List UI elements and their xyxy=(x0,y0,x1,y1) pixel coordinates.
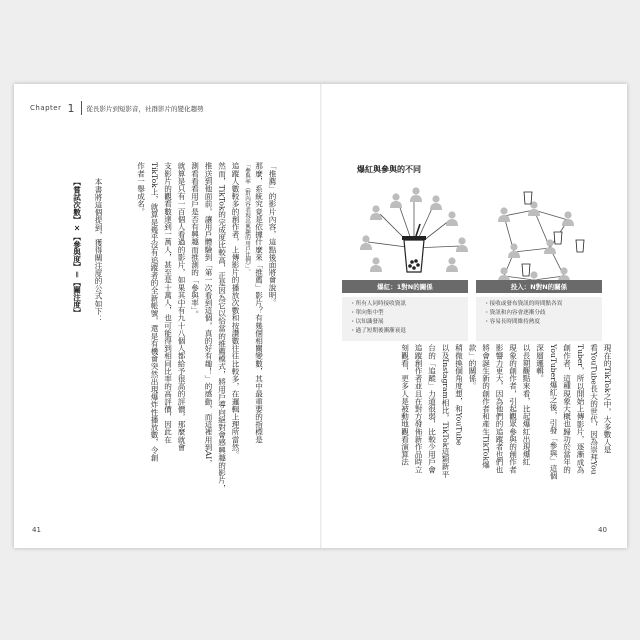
body-line: 現象的創作者，引起觀眾參與的創作者 xyxy=(508,344,518,474)
body-line: 推送到他面前，讓用戶體驗到「第一次看到這個，真的好有趣！」的感動，而這裡用到AI， xyxy=(204,162,213,467)
chapter-title: 從長影片到短影音，社群影片的變化趨勢 xyxy=(86,104,204,113)
body-line: 以長期觀點來看，比起爆紅出現爆紅 xyxy=(522,344,531,466)
right-page-number: 40 xyxy=(598,526,607,534)
body-line: YouTuber爆紅之後，引發「參與」這個 xyxy=(549,344,558,480)
left-page-body xyxy=(134,162,279,492)
chapter-divider xyxy=(81,101,82,115)
body-line: 就算是只有一百個人看過的影片，如果其中有九十八個人都給予很高的評價，那麼就會 xyxy=(177,162,186,451)
bullet-item: ・以知識發展 xyxy=(350,319,384,325)
body-line: 深層邏輯。 xyxy=(535,344,545,382)
bullet-item: ・過了短期後漸漸衰退 xyxy=(350,328,406,334)
body-line: 支影片的觀看數達到一萬人，甚至是十萬人，也可能得到相同比率的高評價，因此在 xyxy=(163,162,173,444)
formula xyxy=(70,178,84,378)
body-line: 創作者，這種現象大概也歸功於當年的 xyxy=(562,344,572,474)
book-spread xyxy=(14,84,627,548)
formula-result: 【關注度】 xyxy=(72,278,82,317)
body-line: 追蹤人數較多的創作者，上傳影片的播放次數和按讚數往往比較多，在邏輯上理所當然。 xyxy=(231,162,240,459)
bullet-item: ・接收或發布資訊的時間點各異 xyxy=(484,301,563,307)
body-line: 款」的關係。 xyxy=(468,344,477,390)
chapter-header xyxy=(30,100,204,116)
formula-block xyxy=(70,178,105,378)
body-line: 刻觀看，更多人是被動地觀看演算法 xyxy=(400,344,410,466)
bullet-item: ・單向集中型 xyxy=(350,310,384,316)
body-line: 看YouTube長大的世代，因為崇拜You xyxy=(589,344,599,475)
body-line: 台的「追蹤」力道很弱，比較少用戶會 xyxy=(427,344,437,474)
formula-term-attempts: 【嘗試次數】 xyxy=(72,178,82,224)
broadcast-label: 爆紅：1對N的關係 xyxy=(342,280,468,293)
body-line: 然而，TikTok的完成度比較高，正是因為它以恰當的推薦模式，將用戶導向絕對會感興趣的影片， xyxy=(217,162,227,492)
broadcast-bullets xyxy=(342,297,468,341)
broadcast-diagram xyxy=(360,187,468,272)
bullet-item: ・容易長時間維持熱度 xyxy=(484,319,540,325)
formula-term-engagement: 【參與度】 xyxy=(72,232,82,271)
network-bullets xyxy=(476,297,602,341)
bullet-item: ・所有人同時接收資訊 xyxy=(350,301,406,307)
body-line: Tuber，所以開始上傳影片，逐漸成為 xyxy=(576,344,585,474)
formula-times: × xyxy=(72,223,82,233)
body-line: 稍微換個角度想，和YouTube xyxy=(454,344,464,446)
body-line: 測看看看用戶是否有興趣而推測的「參與率」。 xyxy=(190,162,200,318)
figure-illustration xyxy=(354,176,594,316)
body-line: 影響力更大，因為他們的追蹤者也們也 xyxy=(495,344,504,474)
chapter-number: 1 xyxy=(67,101,75,115)
bullet-item: ・資訊和內容會逐漸分歧 xyxy=(484,310,546,316)
left-page-number: 41 xyxy=(32,526,41,534)
network-diagram xyxy=(498,192,584,286)
body-line: 「推薦」的影片內容，這點後面將會說明。 xyxy=(268,162,277,307)
body-line: 現在的TikTok之中，大多數人是 xyxy=(603,344,612,454)
network-label: 投入：N對N的關係 xyxy=(476,280,602,293)
book-spine xyxy=(320,84,322,548)
chapter-word: Chapter xyxy=(30,104,62,112)
body-line: 將會誕生新的創作者和產生TikTok爆 xyxy=(481,344,491,469)
right-page-body xyxy=(398,344,614,518)
formula-intro: 本書將這個提到，獲得關注度的公式如下： xyxy=(94,178,103,323)
body-line: 「參與率（對內容表現出興趣的用戶比例）」。 xyxy=(244,162,250,274)
formula-equals: ＝ xyxy=(72,270,82,279)
figure-title: 爆紅與參與的不同 xyxy=(357,165,421,174)
body-line: TikTok上，就算是幾乎沒有追蹤者的全新帳號，還是有機會突然出現爆炸性播放數，令創 xyxy=(150,162,159,462)
body-line: 那麼，系統究竟是依據什麼來「推薦」影片？有幾個相關變數，其中最重要的指標是 xyxy=(254,162,264,444)
body-line: 以及Instagram相比，TikTok這類新平 xyxy=(441,344,450,478)
body-line: 作者一舉成名。 xyxy=(136,162,146,216)
body-line: 追蹤創作者並且在對方發佈新作品時立 xyxy=(414,344,423,474)
